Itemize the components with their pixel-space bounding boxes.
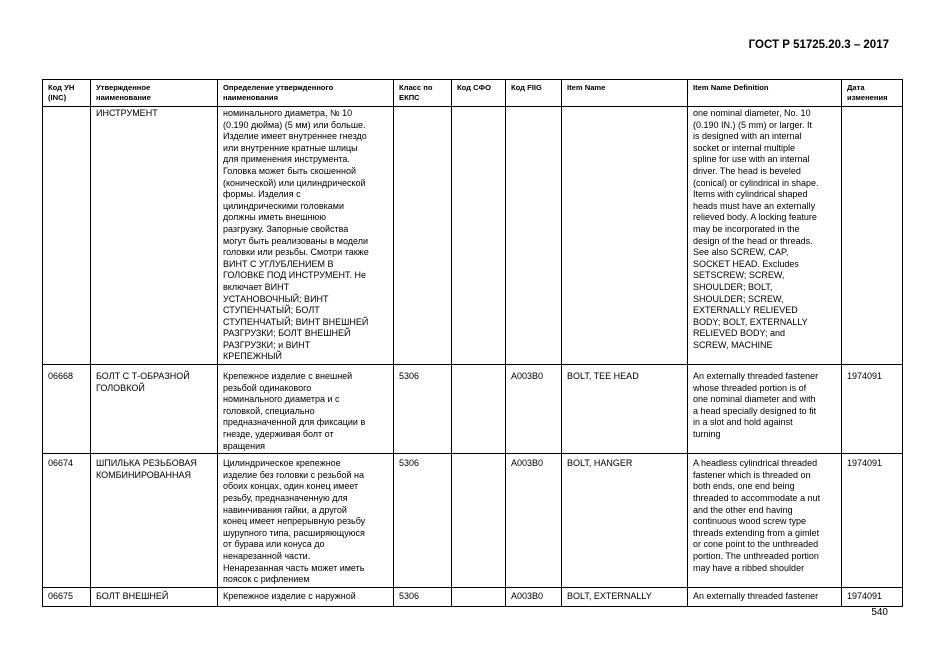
cell-name-ru: БОЛТ ВНЕШНЕЙ bbox=[91, 587, 218, 606]
cell-class: 5306 bbox=[394, 587, 452, 606]
cell-definition-ru: Цилиндрическое крепежное изделие без головки с резьбой на обоих концах, один конец имеет резьбу, предназначенную для навинчивания гайки, а другой конец имеет непрерывную резьбу шурупного типа, расширяющуюся от бурава или конуса до ненарезанной части. Ненарезанная часть может иметь поясок с рифлением bbox=[218, 454, 394, 588]
document-code: ГОСТ Р 51725.20.3 – 2017 bbox=[748, 39, 889, 51]
cell-item-name: BOLT, EXTERNALLY bbox=[562, 587, 688, 606]
cell-name-ru: БОЛТ С Т-ОБРАЗНОЙ ГОЛОВКОЙ bbox=[91, 365, 218, 454]
cell-definition-en: An externally threaded fastener bbox=[688, 587, 842, 606]
cell-fiig: A003B0 bbox=[506, 365, 562, 454]
cell-definition-ru: Крепежное изделие с наружной bbox=[218, 587, 394, 606]
cell-definition-en: one nominal diameter, No. 10 (0.190 IN.) (5 mm) or larger. It is designed with an internal socket or internal multiple spline for use with an internal driver. The head is beveled (conical) or cylindrical in shape. Items with cylindrical shaped heads must have an externally relieved body. A locking feature may be incorporated in the design of the head or threads. See also SCREW, CAP, SOCKET HEAD. Excludes SETSCREW; SCREW, SHOULDER; BOLT, SHOULDER; SCREW, EXTERNALLY RELIEVED BODY; BOLT, EXTERNALLY RELIEVED BODY; and SCREW, MACHINE bbox=[688, 107, 842, 365]
col-header-sfo: Код СФО bbox=[452, 80, 506, 107]
cell-fiig bbox=[506, 107, 562, 365]
cell-date: 1974091 bbox=[842, 454, 903, 588]
cell-name-ru: ШПИЛЬКА РЕЗЬБОВАЯ КОМБИНИРОВАННАЯ bbox=[91, 454, 218, 588]
col-header-item-name-definition: Item Name Definition bbox=[688, 80, 842, 107]
cell-fiig: A003B0 bbox=[506, 587, 562, 606]
cell-sfo bbox=[452, 587, 506, 606]
cell-inc: 06674 bbox=[43, 454, 91, 588]
cell-definition-ru: Крепежное изделие с внешней резьбой одинакового номинального диаметра и с головкой, специально предназначенной для фиксации в гнезде, удерживая болт от вращения bbox=[218, 365, 394, 454]
cell-class: 5306 bbox=[394, 454, 452, 588]
col-header-approved-name: Утвержденное наименование bbox=[91, 80, 218, 107]
cell-sfo bbox=[452, 365, 506, 454]
col-header-inc: Код УН (INC) bbox=[43, 80, 91, 107]
col-header-class: Класс по ЕКПС bbox=[394, 80, 452, 107]
table-header-row bbox=[43, 80, 903, 107]
cell-sfo bbox=[452, 107, 506, 365]
cell-date: 1974091 bbox=[842, 365, 903, 454]
cell-class: 5306 bbox=[394, 365, 452, 454]
cell-date: 1974091 bbox=[842, 587, 903, 606]
cell-fiig: A003B0 bbox=[506, 454, 562, 588]
cell-inc: 06668 bbox=[43, 365, 91, 454]
cell-definition-ru: номинального диаметра, № 10 (0.190 дюйма) (5 мм) или больше. Изделие имеет внутреннее гнездо или внутренние кратные шлицы для применения инструмента. Головка может быть скошенной (конической) или цилиндрической формы. Изделия с цилиндрическими головками должны иметь внешнюю разгрузку. Запорные свойства могут быть реализованы в модели головки или резьбы. Смотри также ВИНТ С УГЛУБЛЕНИЕМ В ГОЛОВКЕ ПОД ИНСТРУМЕНТ. Не включает ВИНТ УСТАНОВОЧНЫЙ; ВИНТ СТУПЕНЧАТЫЙ; БОЛТ СТУПЕНЧАТЫЙ; ВИНТ ВНЕШНЕЙ РАЗГРУЗКИ; БОЛТ ВНЕШНЕЙ РАЗГРУЗКИ; и ВИНТ КРЕПЕЖНЫЙ bbox=[218, 107, 394, 365]
cell-item-name: BOLT, HANGER bbox=[562, 454, 688, 588]
col-header-change-date: Дата изменения bbox=[842, 80, 903, 107]
cell-sfo bbox=[452, 454, 506, 588]
cell-item-name: BOLT, TEE HEAD bbox=[562, 365, 688, 454]
table-row bbox=[43, 107, 903, 365]
cell-definition-en: A headless cylindrical threaded fastener which is threaded on both ends, one end being threaded to accommodate a nut and the other end having continuous wood screw type threads extending from a gimlet or cone point to the unthreaded portion. The unthreaded portion may have a ribbed shoulder bbox=[688, 454, 842, 588]
col-header-item-name: Item Name bbox=[562, 80, 688, 107]
cell-date bbox=[842, 107, 903, 365]
cell-name-ru: ИНСТРУМЕНТ bbox=[91, 107, 218, 365]
table-row bbox=[43, 587, 903, 606]
cell-definition-en: An externally threaded fastener whose threaded portion is of one nominal diameter and with a head specially designed to fit in a slot and hold against turning bbox=[688, 365, 842, 454]
cell-class bbox=[394, 107, 452, 365]
col-header-fiig: Код FIIG bbox=[506, 80, 562, 107]
table-row bbox=[43, 454, 903, 588]
terms-table bbox=[42, 79, 903, 607]
cell-inc: 06675 bbox=[43, 587, 91, 606]
cell-item-name bbox=[562, 107, 688, 365]
cell-inc bbox=[43, 107, 91, 365]
page-number: 540 bbox=[871, 607, 888, 618]
col-header-definition-ru: Определение утвержденного наименования bbox=[218, 80, 394, 107]
table-row bbox=[43, 365, 903, 454]
